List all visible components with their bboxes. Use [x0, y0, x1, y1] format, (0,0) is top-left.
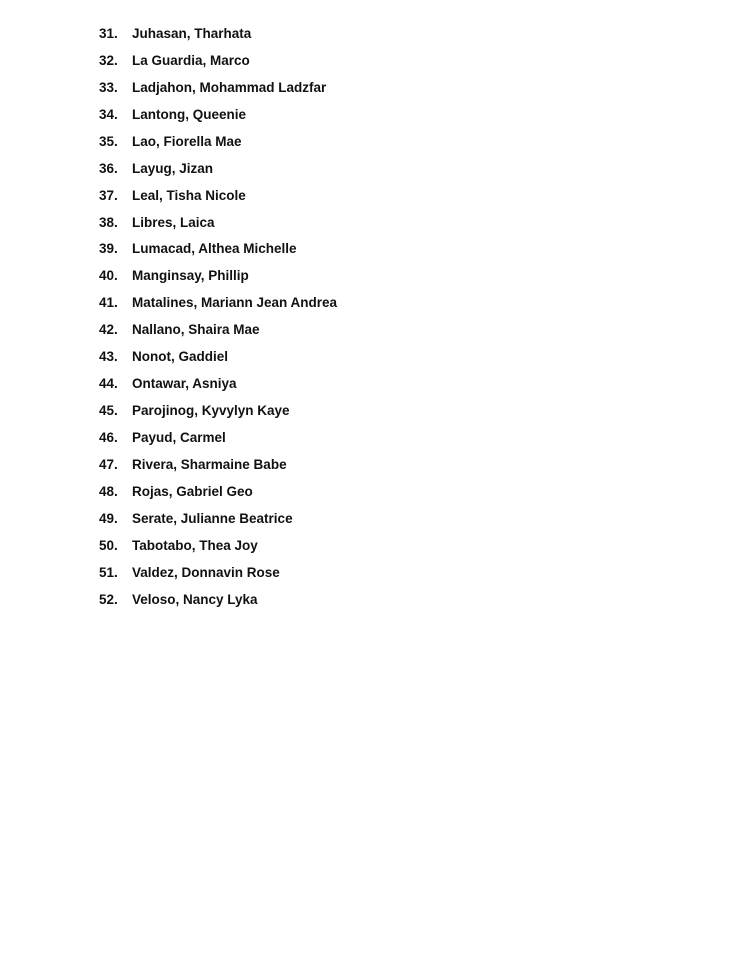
item-number: 42.: [99, 322, 118, 338]
item-number: 51.: [99, 564, 118, 580]
item-name: Juhasan, Tharhata: [132, 25, 252, 41]
item-number: 48.: [99, 483, 118, 499]
item-name: La Guardia, Marco: [132, 52, 250, 68]
item-name: Ontawar, Asniya: [132, 376, 237, 392]
list-item: [99, 209, 499, 236]
name-list: [99, 20, 499, 613]
item-name: Lantong, Queenie: [132, 106, 247, 122]
item-name: Libres, Laica: [132, 214, 215, 230]
item-name: Serate, Julianne Beatrice: [132, 510, 293, 526]
item-number: 40.: [99, 268, 118, 284]
list-item: [99, 397, 499, 424]
item-name: Nallano, Shaira Mae: [132, 322, 260, 338]
item-number: 33.: [99, 79, 118, 95]
item-number: 36.: [99, 160, 118, 176]
item-name: Veloso, Nancy Lyka: [132, 591, 258, 607]
item-name: Lumacad, Althea Michelle: [132, 241, 297, 257]
item-number: 50.: [99, 537, 118, 553]
list-item: [99, 182, 499, 209]
item-number: 46.: [99, 430, 118, 446]
list-item: [99, 101, 499, 128]
item-number: 49.: [99, 510, 118, 526]
list-item: [99, 586, 499, 613]
item-name: Ladjahon, Mohammad Ladzfar: [132, 79, 327, 95]
list-item: [99, 343, 499, 370]
item-number: 47.: [99, 456, 118, 472]
item-name: Layug, Jizan: [132, 160, 214, 176]
list-item: [99, 20, 499, 47]
list-item: [99, 128, 499, 155]
item-number: 43.: [99, 349, 118, 365]
item-number: 32.: [99, 52, 118, 68]
item-name: Nonot, Gaddiel: [132, 349, 228, 365]
item-number: 41.: [99, 295, 118, 311]
list-item: [99, 289, 499, 316]
list-item: [99, 74, 499, 101]
list-item: [99, 236, 499, 263]
item-name: Valdez, Donnavin Rose: [132, 564, 280, 580]
item-name: Lao, Fiorella Mae: [132, 133, 242, 149]
item-number: 45.: [99, 403, 118, 419]
item-number: 35.: [99, 133, 118, 149]
item-name: Tabotabo, Thea Joy: [132, 537, 258, 553]
item-name: Payud, Carmel: [132, 430, 226, 446]
item-number: 39.: [99, 241, 118, 257]
item-number: 34.: [99, 106, 118, 122]
item-name: Parojinog, Kyvylyn Kaye: [132, 403, 290, 419]
list-item: [99, 47, 499, 74]
list-item: [99, 262, 499, 289]
item-number: 52.: [99, 591, 118, 607]
item-number: 38.: [99, 214, 118, 230]
list-item: [99, 451, 499, 478]
item-name: Leal, Tisha Nicole: [132, 187, 246, 203]
item-number: 44.: [99, 376, 118, 392]
list-item: [99, 155, 499, 182]
list-item: [99, 559, 499, 586]
item-number: 31.: [99, 25, 118, 41]
list-item: [99, 478, 499, 505]
list-item: [99, 316, 499, 343]
list-item: [99, 532, 499, 559]
item-name: Matalines, Mariann Jean Andrea: [132, 295, 338, 311]
item-name: Manginsay, Phillip: [132, 268, 249, 284]
item-name: Rojas, Gabriel Geo: [132, 483, 253, 499]
list-item: [99, 424, 499, 451]
list-item: [99, 505, 499, 532]
item-number: 37.: [99, 187, 118, 203]
list-item: [99, 370, 499, 397]
item-name: Rivera, Sharmaine Babe: [132, 456, 287, 472]
